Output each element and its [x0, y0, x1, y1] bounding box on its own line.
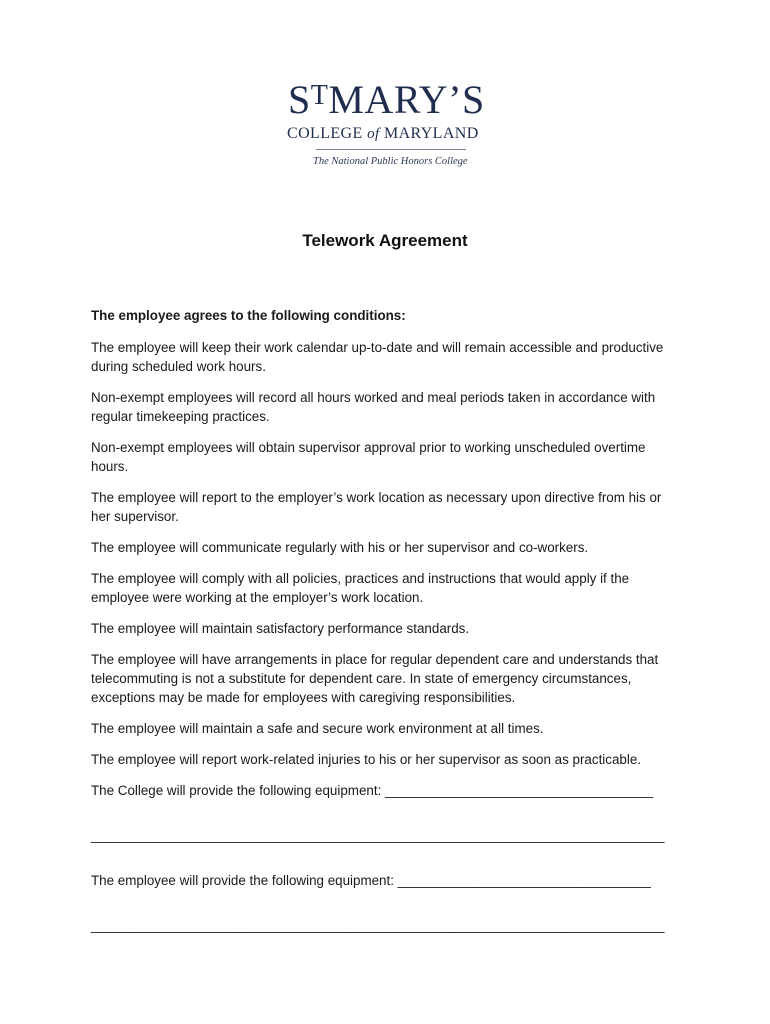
logo-tagline: The National Public Honors College: [313, 156, 468, 167]
college-equipment-field[interactable]: The College will provide the following equipment: ____________________________________: [91, 783, 654, 798]
employee-equipment-line[interactable]: _____________________________________________________________________________: [91, 918, 665, 933]
document-title: Telework Agreement: [302, 231, 468, 250]
conditions-heading: The employee agrees to the following conditions:: [91, 308, 406, 323]
logo-wordmark: $S^TMARY’S$: [288, 77, 485, 122]
document-body: [91, 306, 683, 947]
college-equipment-line[interactable]: _____________________________________________________________________________: [91, 828, 665, 843]
condition-paragraph: The employee will report to the employer’s work location as necessary upon directive from his or her supervisor.: [91, 490, 662, 524]
condition-paragraph: The employee will report work-related injuries to his or her supervisor as soon as practicable.: [91, 752, 642, 767]
condition-paragraph: The employee will keep their work calendar up-to-date and will remain accessible and productive during scheduled work hours.: [91, 340, 664, 374]
condition-paragraph: The employee will communicate regularly with his or her supervisor and co-workers.: [91, 540, 589, 555]
condition-paragraph: The employee will maintain satisfactory performance standards.: [91, 621, 470, 636]
logo-subtitle: COLLEGE of MARYLAND: [287, 125, 479, 142]
logo-divider: [316, 149, 466, 150]
condition-paragraph: The employee will comply with all policies, practices and instructions that would apply if the employee were working at the employer’s work location.: [91, 571, 630, 605]
condition-paragraph: The employee will have arrangements in place for regular dependent care and understands that telecommuting is not a substitute for dependent care. In state of emergency circumstances, exceptions may be made for employees with caregiving responsibilities.: [91, 652, 659, 705]
condition-paragraph: The employee will maintain a safe and secure work environment at all times.: [91, 721, 544, 736]
condition-paragraph: Non-exempt employees will obtain supervisor approval prior to working unscheduled overtime hours.: [91, 440, 646, 474]
condition-paragraph: Non-exempt employees will record all hours worked and meal periods taken in accordance with regular timekeeping practices.: [91, 390, 656, 424]
college-logo: [280, 76, 490, 176]
employee-equipment-field[interactable]: The employee will provide the following equipment: __________________________________: [91, 873, 651, 888]
